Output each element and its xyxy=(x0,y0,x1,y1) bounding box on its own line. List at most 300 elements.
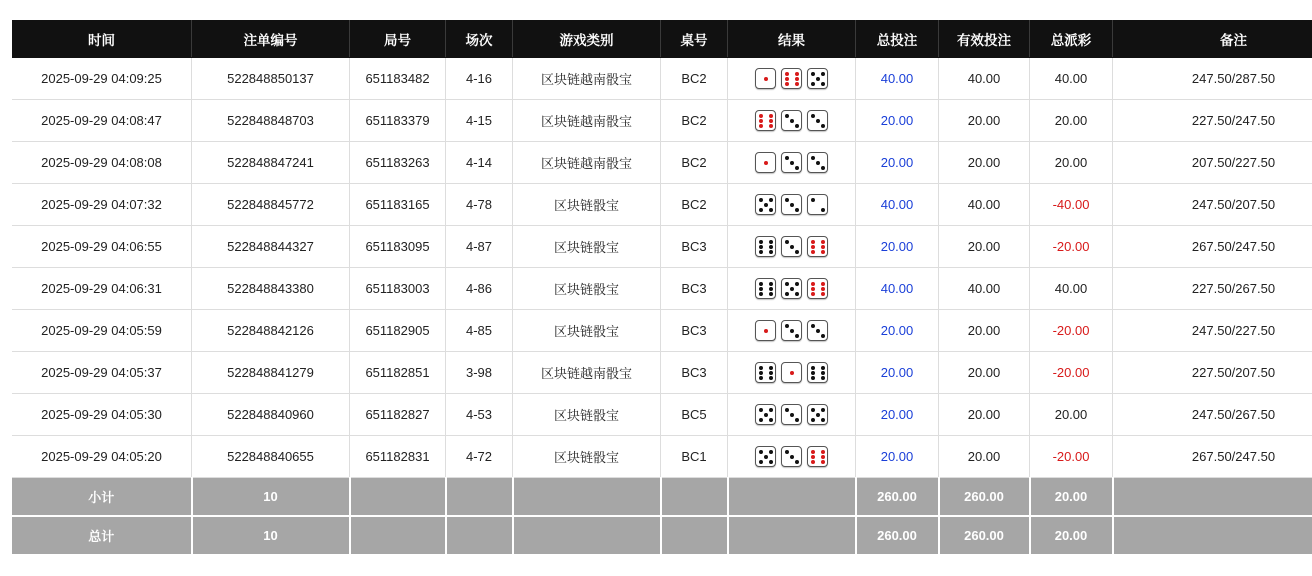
die-pip xyxy=(785,72,789,76)
cell-game_type: 区块链越南骰宝 xyxy=(513,100,661,142)
die-pip xyxy=(785,292,789,296)
cell-game_type: 区块链越南骰宝 xyxy=(513,352,661,394)
die-pip xyxy=(821,292,825,296)
die-pip xyxy=(764,329,768,333)
cell-order_no[interactable]: 522848841279 xyxy=(192,352,350,394)
die-pip xyxy=(790,329,794,333)
dice-group xyxy=(730,320,853,341)
die-pip xyxy=(769,208,773,212)
die-pip xyxy=(811,324,815,328)
cell-total_bet: 20.00 xyxy=(856,310,939,352)
die-pip xyxy=(811,292,815,296)
cell-order_no[interactable]: 522848847241 xyxy=(192,142,350,184)
cell-valid_bet: 20.00 xyxy=(939,226,1030,268)
die-pip xyxy=(821,408,825,412)
summary-total-payout: 20.00 xyxy=(1030,478,1113,517)
die-pip xyxy=(769,119,773,123)
die-pip xyxy=(811,376,815,380)
die-face-5-icon xyxy=(807,68,828,89)
cell-total_bet: 40.00 xyxy=(856,58,939,100)
die-face-3-icon xyxy=(807,152,828,173)
summary-label: 小计 xyxy=(12,478,192,517)
cell-result xyxy=(728,268,856,310)
die-pip xyxy=(785,77,789,81)
die-pip xyxy=(790,161,794,165)
cell-session: 4-53 xyxy=(446,394,513,436)
table-row[interactable] xyxy=(12,58,1312,100)
die-pip xyxy=(795,250,799,254)
die-pip xyxy=(811,250,815,254)
die-pip xyxy=(811,82,815,86)
die-pip xyxy=(790,455,794,459)
cell-round_no[interactable]: 651182905 xyxy=(350,310,446,352)
summary-count: 10 xyxy=(192,478,350,517)
die-face-5-icon xyxy=(755,194,776,215)
summary-round xyxy=(350,516,446,555)
column-header-round_no[interactable]: 局号 xyxy=(350,20,446,58)
die-pip xyxy=(769,124,773,128)
die-pip xyxy=(759,124,763,128)
die-pip xyxy=(795,72,799,76)
die-pip xyxy=(790,413,794,417)
die-face-1-icon xyxy=(755,152,776,173)
die-pip xyxy=(759,250,763,254)
cell-total_payout: 20.00 xyxy=(1030,100,1113,142)
die-face-6-icon xyxy=(755,236,776,257)
cell-total_payout: -20.00 xyxy=(1030,436,1113,478)
die-pip xyxy=(795,292,799,296)
cell-table_no: BC2 xyxy=(661,58,728,100)
cell-time: 2025-09-29 04:05:59 xyxy=(12,310,192,352)
cell-order_no[interactable]: 522848840960 xyxy=(192,394,350,436)
table-header xyxy=(12,20,1312,58)
column-header-valid_bet[interactable]: 有效投注 xyxy=(939,20,1030,58)
die-face-6-icon xyxy=(807,446,828,467)
die-pip xyxy=(759,240,763,244)
summary-count: 10 xyxy=(192,516,350,555)
cell-total_bet: 20.00 xyxy=(856,436,939,478)
die-face-6-icon xyxy=(755,362,776,383)
cell-order_no[interactable]: 522848843380 xyxy=(192,268,350,310)
die-pip xyxy=(769,198,773,202)
die-pip xyxy=(811,408,815,412)
cell-game_type: 区块链越南骰宝 xyxy=(513,58,661,100)
die-face-5-icon xyxy=(755,446,776,467)
die-pip xyxy=(795,208,799,212)
die-pip xyxy=(790,203,794,207)
die-pip xyxy=(759,282,763,286)
cell-game_type: 区块链骰宝 xyxy=(513,184,661,226)
table-header-row xyxy=(12,20,1312,58)
die-face-3-icon xyxy=(781,320,802,341)
cell-game_type: 区块链骰宝 xyxy=(513,310,661,352)
die-pip xyxy=(821,240,825,244)
die-face-1-icon xyxy=(755,68,776,89)
die-pip xyxy=(795,166,799,170)
table-row[interactable] xyxy=(12,226,1312,268)
cell-round_no[interactable]: 651183263 xyxy=(350,142,446,184)
cell-valid_bet: 20.00 xyxy=(939,142,1030,184)
cell-round_no[interactable]: 651183095 xyxy=(350,226,446,268)
summary-result xyxy=(728,516,856,555)
cell-order_no[interactable]: 522848850137 xyxy=(192,58,350,100)
summary-game-type xyxy=(513,478,661,517)
die-pip xyxy=(811,460,815,464)
cell-valid_bet: 40.00 xyxy=(939,184,1030,226)
summary-total-payout: 20.00 xyxy=(1030,516,1113,555)
column-header-remark[interactable]: 备注 xyxy=(1113,20,1312,58)
die-pip xyxy=(821,460,825,464)
die-pip xyxy=(759,208,763,212)
die-pip xyxy=(769,376,773,380)
die-pip xyxy=(795,124,799,128)
die-pip xyxy=(790,245,794,249)
cell-round_no[interactable]: 651182831 xyxy=(350,436,446,478)
table-row[interactable] xyxy=(12,184,1312,226)
cell-remark: 247.50/287.50 xyxy=(1113,58,1312,100)
die-face-5-icon xyxy=(807,404,828,425)
die-pip xyxy=(811,72,815,76)
die-pip xyxy=(764,413,768,417)
cell-table_no: BC3 xyxy=(661,226,728,268)
total-row xyxy=(12,516,1312,555)
cell-session: 4-72 xyxy=(446,436,513,478)
table-row[interactable] xyxy=(12,142,1312,184)
die-pip xyxy=(785,82,789,86)
summary-valid-bet: 260.00 xyxy=(939,516,1030,555)
dice-group xyxy=(730,446,853,467)
die-pip xyxy=(821,82,825,86)
dice-group xyxy=(730,68,853,89)
die-pip xyxy=(790,287,794,291)
dice-group xyxy=(730,362,853,383)
summary-valid-bet: 260.00 xyxy=(939,478,1030,517)
cell-total_bet: 20.00 xyxy=(856,142,939,184)
die-pip xyxy=(795,334,799,338)
cell-table_no: BC2 xyxy=(661,100,728,142)
die-face-5-icon xyxy=(755,404,776,425)
die-pip xyxy=(759,376,763,380)
die-pip xyxy=(785,282,789,286)
cell-result xyxy=(728,100,856,142)
die-pip xyxy=(811,371,815,375)
cell-remark: 227.50/207.50 xyxy=(1113,352,1312,394)
die-pip xyxy=(821,418,825,422)
cell-table_no: BC2 xyxy=(661,142,728,184)
die-pip xyxy=(821,250,825,254)
cell-time: 2025-09-29 04:09:25 xyxy=(12,58,192,100)
subtotal-row xyxy=(12,478,1312,517)
die-pip xyxy=(785,156,789,160)
dice-group xyxy=(730,194,853,215)
die-pip xyxy=(811,282,815,286)
die-pip xyxy=(769,408,773,412)
die-pip xyxy=(785,240,789,244)
die-pip xyxy=(811,156,815,160)
die-pip xyxy=(759,292,763,296)
summary-game-type xyxy=(513,516,661,555)
die-pip xyxy=(816,119,820,123)
die-pip xyxy=(821,245,825,249)
die-pip xyxy=(811,245,815,249)
die-pip xyxy=(764,161,768,165)
cell-total_payout: 20.00 xyxy=(1030,394,1113,436)
cell-remark: 207.50/227.50 xyxy=(1113,142,1312,184)
cell-game_type: 区块链越南骰宝 xyxy=(513,142,661,184)
die-pip xyxy=(821,166,825,170)
cell-round_no[interactable]: 651183003 xyxy=(350,268,446,310)
summary-session xyxy=(446,516,513,555)
die-face-3-icon xyxy=(807,110,828,131)
table-row[interactable] xyxy=(12,436,1312,478)
die-pip xyxy=(769,282,773,286)
table-row[interactable] xyxy=(12,310,1312,352)
cell-total_bet: 20.00 xyxy=(856,226,939,268)
column-header-time[interactable]: 时间 xyxy=(12,20,192,58)
column-header-order_no[interactable]: 注单编号 xyxy=(192,20,350,58)
cell-result xyxy=(728,226,856,268)
die-face-3-icon xyxy=(781,110,802,131)
cell-time: 2025-09-29 04:05:37 xyxy=(12,352,192,394)
die-pip xyxy=(769,450,773,454)
die-pip xyxy=(769,418,773,422)
die-pip xyxy=(759,450,763,454)
die-face-6-icon xyxy=(781,68,802,89)
cell-time: 2025-09-29 04:06:55 xyxy=(12,226,192,268)
die-pip xyxy=(759,418,763,422)
cell-result xyxy=(728,436,856,478)
cell-session: 4-85 xyxy=(446,310,513,352)
summary-total-bet: 260.00 xyxy=(856,516,939,555)
die-pip xyxy=(821,376,825,380)
cell-remark: 267.50/247.50 xyxy=(1113,226,1312,268)
die-face-3-icon xyxy=(781,446,802,467)
column-header-session[interactable]: 场次 xyxy=(446,20,513,58)
die-pip xyxy=(811,450,815,454)
die-face-6-icon xyxy=(755,110,776,131)
cell-valid_bet: 20.00 xyxy=(939,352,1030,394)
table-row[interactable] xyxy=(12,394,1312,436)
table-row[interactable] xyxy=(12,100,1312,142)
die-pip xyxy=(759,245,763,249)
dice-group xyxy=(730,404,853,425)
cell-session: 4-14 xyxy=(446,142,513,184)
cell-time: 2025-09-29 04:08:08 xyxy=(12,142,192,184)
cell-session: 4-16 xyxy=(446,58,513,100)
dice-group xyxy=(730,278,853,299)
cell-order_no[interactable]: 522848848703 xyxy=(192,100,350,142)
summary-total-bet: 260.00 xyxy=(856,478,939,517)
cell-game_type: 区块链骰宝 xyxy=(513,226,661,268)
cell-total_payout: 20.00 xyxy=(1030,142,1113,184)
cell-total_bet: 20.00 xyxy=(856,100,939,142)
cell-valid_bet: 40.00 xyxy=(939,268,1030,310)
die-face-1-icon xyxy=(755,320,776,341)
cell-order_no[interactable]: 522848840655 xyxy=(192,436,350,478)
cell-round_no[interactable]: 651182851 xyxy=(350,352,446,394)
cell-total_payout: -20.00 xyxy=(1030,352,1113,394)
column-header-table_no[interactable]: 桌号 xyxy=(661,20,728,58)
die-pip xyxy=(795,418,799,422)
die-pip xyxy=(769,114,773,118)
die-pip xyxy=(816,77,820,81)
die-face-6-icon xyxy=(755,278,776,299)
cell-remark: 247.50/207.50 xyxy=(1113,184,1312,226)
die-face-6-icon xyxy=(807,362,828,383)
cell-order_no[interactable]: 522848842126 xyxy=(192,310,350,352)
die-face-6-icon xyxy=(807,236,828,257)
die-pip xyxy=(759,408,763,412)
cell-valid_bet: 20.00 xyxy=(939,394,1030,436)
die-pip xyxy=(769,250,773,254)
dice-group xyxy=(730,236,853,257)
column-header-total_bet[interactable]: 总投注 xyxy=(856,20,939,58)
die-face-1-icon xyxy=(781,362,802,383)
die-pip xyxy=(821,287,825,291)
cell-session: 4-15 xyxy=(446,100,513,142)
cell-table_no: BC3 xyxy=(661,268,728,310)
die-pip xyxy=(759,460,763,464)
summary-session xyxy=(446,478,513,517)
cell-result xyxy=(728,394,856,436)
cell-session: 4-86 xyxy=(446,268,513,310)
cell-time: 2025-09-29 04:05:20 xyxy=(12,436,192,478)
cell-valid_bet: 20.00 xyxy=(939,310,1030,352)
die-pip xyxy=(811,114,815,118)
cell-table_no: BC3 xyxy=(661,310,728,352)
cell-total_payout: 40.00 xyxy=(1030,58,1113,100)
column-header-total_payout[interactable]: 总派彩 xyxy=(1030,20,1113,58)
die-pip xyxy=(811,418,815,422)
cell-result xyxy=(728,352,856,394)
summary-round xyxy=(350,478,446,517)
die-pip xyxy=(821,366,825,370)
cell-valid_bet: 20.00 xyxy=(939,436,1030,478)
cell-total_payout: -20.00 xyxy=(1030,226,1113,268)
cell-table_no: BC3 xyxy=(661,352,728,394)
die-pip xyxy=(821,371,825,375)
cell-order_no[interactable]: 522848844327 xyxy=(192,226,350,268)
summary-remark xyxy=(1113,516,1312,555)
die-pip xyxy=(816,161,820,165)
die-pip xyxy=(790,371,794,375)
die-pip xyxy=(785,198,789,202)
cell-time: 2025-09-29 04:08:47 xyxy=(12,100,192,142)
die-pip xyxy=(795,82,799,86)
cell-round_no[interactable]: 651183165 xyxy=(350,184,446,226)
die-pip xyxy=(811,198,815,202)
cell-round_no[interactable]: 651183482 xyxy=(350,58,446,100)
die-pip xyxy=(821,72,825,76)
die-pip xyxy=(769,287,773,291)
cell-result xyxy=(728,184,856,226)
die-pip xyxy=(785,408,789,412)
cell-session: 3-98 xyxy=(446,352,513,394)
summary-table-no xyxy=(661,478,728,517)
die-pip xyxy=(821,334,825,338)
bet-records-table xyxy=(12,20,1312,556)
die-pip xyxy=(769,292,773,296)
die-pip xyxy=(759,119,763,123)
die-pip xyxy=(759,198,763,202)
die-pip xyxy=(821,455,825,459)
cell-order_no[interactable]: 522848845772 xyxy=(192,184,350,226)
die-pip xyxy=(759,114,763,118)
cell-table_no: BC5 xyxy=(661,394,728,436)
die-face-3-icon xyxy=(781,194,802,215)
die-pip xyxy=(816,413,820,417)
column-header-game_type[interactable]: 游戏类别 xyxy=(513,20,661,58)
die-pip xyxy=(821,124,825,128)
die-face-3-icon xyxy=(807,320,828,341)
cell-remark: 227.50/267.50 xyxy=(1113,268,1312,310)
cell-table_no: BC2 xyxy=(661,184,728,226)
summary-label: 总计 xyxy=(12,516,192,555)
cell-game_type: 区块链骰宝 xyxy=(513,394,661,436)
die-pip xyxy=(759,366,763,370)
die-face-3-icon xyxy=(781,236,802,257)
die-pip xyxy=(821,450,825,454)
die-pip xyxy=(764,455,768,459)
cell-time: 2025-09-29 04:06:31 xyxy=(12,268,192,310)
dice-group xyxy=(730,152,853,173)
table-row[interactable] xyxy=(12,352,1312,394)
die-pip xyxy=(785,450,789,454)
cell-time: 2025-09-29 04:05:30 xyxy=(12,394,192,436)
die-pip xyxy=(785,114,789,118)
cell-time: 2025-09-29 04:07:32 xyxy=(12,184,192,226)
die-pip xyxy=(764,77,768,81)
cell-game_type: 区块链骰宝 xyxy=(513,268,661,310)
cell-total_bet: 20.00 xyxy=(856,394,939,436)
cell-session: 4-78 xyxy=(446,184,513,226)
die-pip xyxy=(821,282,825,286)
cell-total_payout: 40.00 xyxy=(1030,268,1113,310)
cell-total_bet: 20.00 xyxy=(856,352,939,394)
die-pip xyxy=(790,119,794,123)
die-pip xyxy=(769,460,773,464)
die-pip xyxy=(764,203,768,207)
cell-round_no[interactable]: 651183379 xyxy=(350,100,446,142)
dice-group xyxy=(730,110,853,131)
die-pip xyxy=(821,208,825,212)
die-face-2-icon xyxy=(807,194,828,215)
die-face-5-icon xyxy=(781,278,802,299)
die-face-3-icon xyxy=(781,404,802,425)
cell-remark: 247.50/227.50 xyxy=(1113,310,1312,352)
cell-total_bet: 40.00 xyxy=(856,184,939,226)
summary-remark xyxy=(1113,478,1312,517)
cell-remark: 267.50/247.50 xyxy=(1113,436,1312,478)
cell-total_payout: -20.00 xyxy=(1030,310,1113,352)
summary-table-no xyxy=(661,516,728,555)
die-pip xyxy=(769,245,773,249)
cell-remark: 227.50/247.50 xyxy=(1113,100,1312,142)
cell-valid_bet: 20.00 xyxy=(939,100,1030,142)
cell-round_no[interactable]: 651182827 xyxy=(350,394,446,436)
die-pip xyxy=(759,287,763,291)
die-pip xyxy=(811,366,815,370)
table-row[interactable] xyxy=(12,268,1312,310)
die-pip xyxy=(769,240,773,244)
cell-result xyxy=(728,58,856,100)
die-pip xyxy=(769,366,773,370)
die-face-6-icon xyxy=(807,278,828,299)
die-pip xyxy=(785,324,789,328)
cell-valid_bet: 40.00 xyxy=(939,58,1030,100)
die-pip xyxy=(769,371,773,375)
column-header-result[interactable]: 结果 xyxy=(728,20,856,58)
